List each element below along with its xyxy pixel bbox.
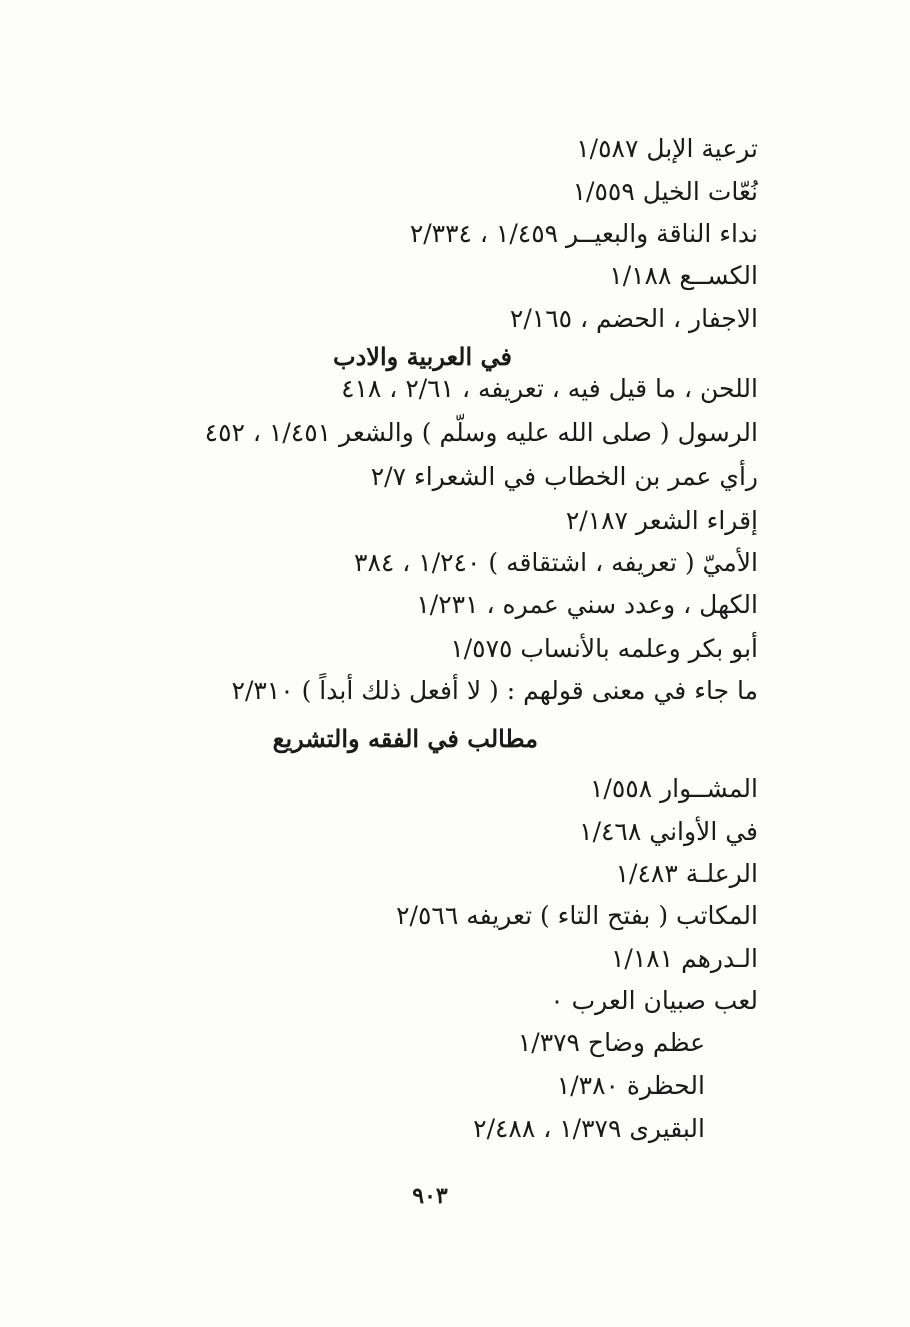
index-entry: ما جاء في معنى قولهم : ( لا أفعل ذلك أبداً ) ٢/٣١٠ xyxy=(231,676,758,705)
index-entry: الأميّ ( تعريفه ، اشتقاقه ) ١/٢٤٠ ، ٣٨٤ xyxy=(354,548,758,577)
index-entry: الـدرهم ١/١٨١ xyxy=(611,944,758,973)
index-entry: نُعّات الخيل ١/٥٥٩ xyxy=(572,177,758,206)
index-entry: المكاتب ( بفتح التاء ) تعريفه ٢/٥٦٦ xyxy=(396,901,758,930)
index-entry: إقراء الشعر ٢/١٨٧ xyxy=(565,506,758,535)
section-heading-fiqh: مطالب في الفقه والتشريع xyxy=(272,724,538,753)
index-subentry: الحظرة ١/٣٨٠ xyxy=(556,1071,705,1100)
index-entry: الكســع ١/١٨٨ xyxy=(609,261,758,290)
index-entry: أبو بكر وعلمه بالأنساب ١/٥٧٥ xyxy=(450,634,758,663)
index-entry: الرعلـة ١/٤٨٣ xyxy=(615,859,758,888)
index-entry: الاجفار ، الحضم ، ٢/١٦٥ xyxy=(509,304,758,333)
index-entry: لعب صبيان العرب ٠ xyxy=(550,986,758,1015)
index-entry: في الأواني ١/٤٦٨ xyxy=(579,817,758,846)
page-number: ٩٠٣ xyxy=(412,1183,448,1209)
section-heading-arabic-literature: في العربية والادب xyxy=(332,342,512,371)
index-entry: المشــوار ١/٥٥٨ xyxy=(590,774,758,803)
index-entry: نداء الناقة والبعيــر ١/٤٥٩ ، ٢/٣٣٤ xyxy=(409,219,758,248)
index-entry: رأي عمر بن الخطاب في الشعراء ٢/٧ xyxy=(370,462,758,491)
index-entry: الكهل ، وعدد سني عمره ، ١/٢٣١ xyxy=(416,590,758,619)
index-entry: اللحن ، ما قيل فيه ، تعريفه ، ٢/٦١ ، ٤١٨ xyxy=(341,374,758,403)
index-entry: ترعية الإبل ١/٥٨٧ xyxy=(576,134,758,163)
index-subentry: عظم وضاح ١/٣٧٩ xyxy=(517,1028,705,1057)
index-entry: الرسول ( صلى الله عليه وسلّم ) والشعر ١/٤٥١ ، ٤٥٢ xyxy=(204,418,758,447)
index-subentry: البقيرى ١/٣٧٩ ، ٢/٤٨٨ xyxy=(473,1114,705,1143)
